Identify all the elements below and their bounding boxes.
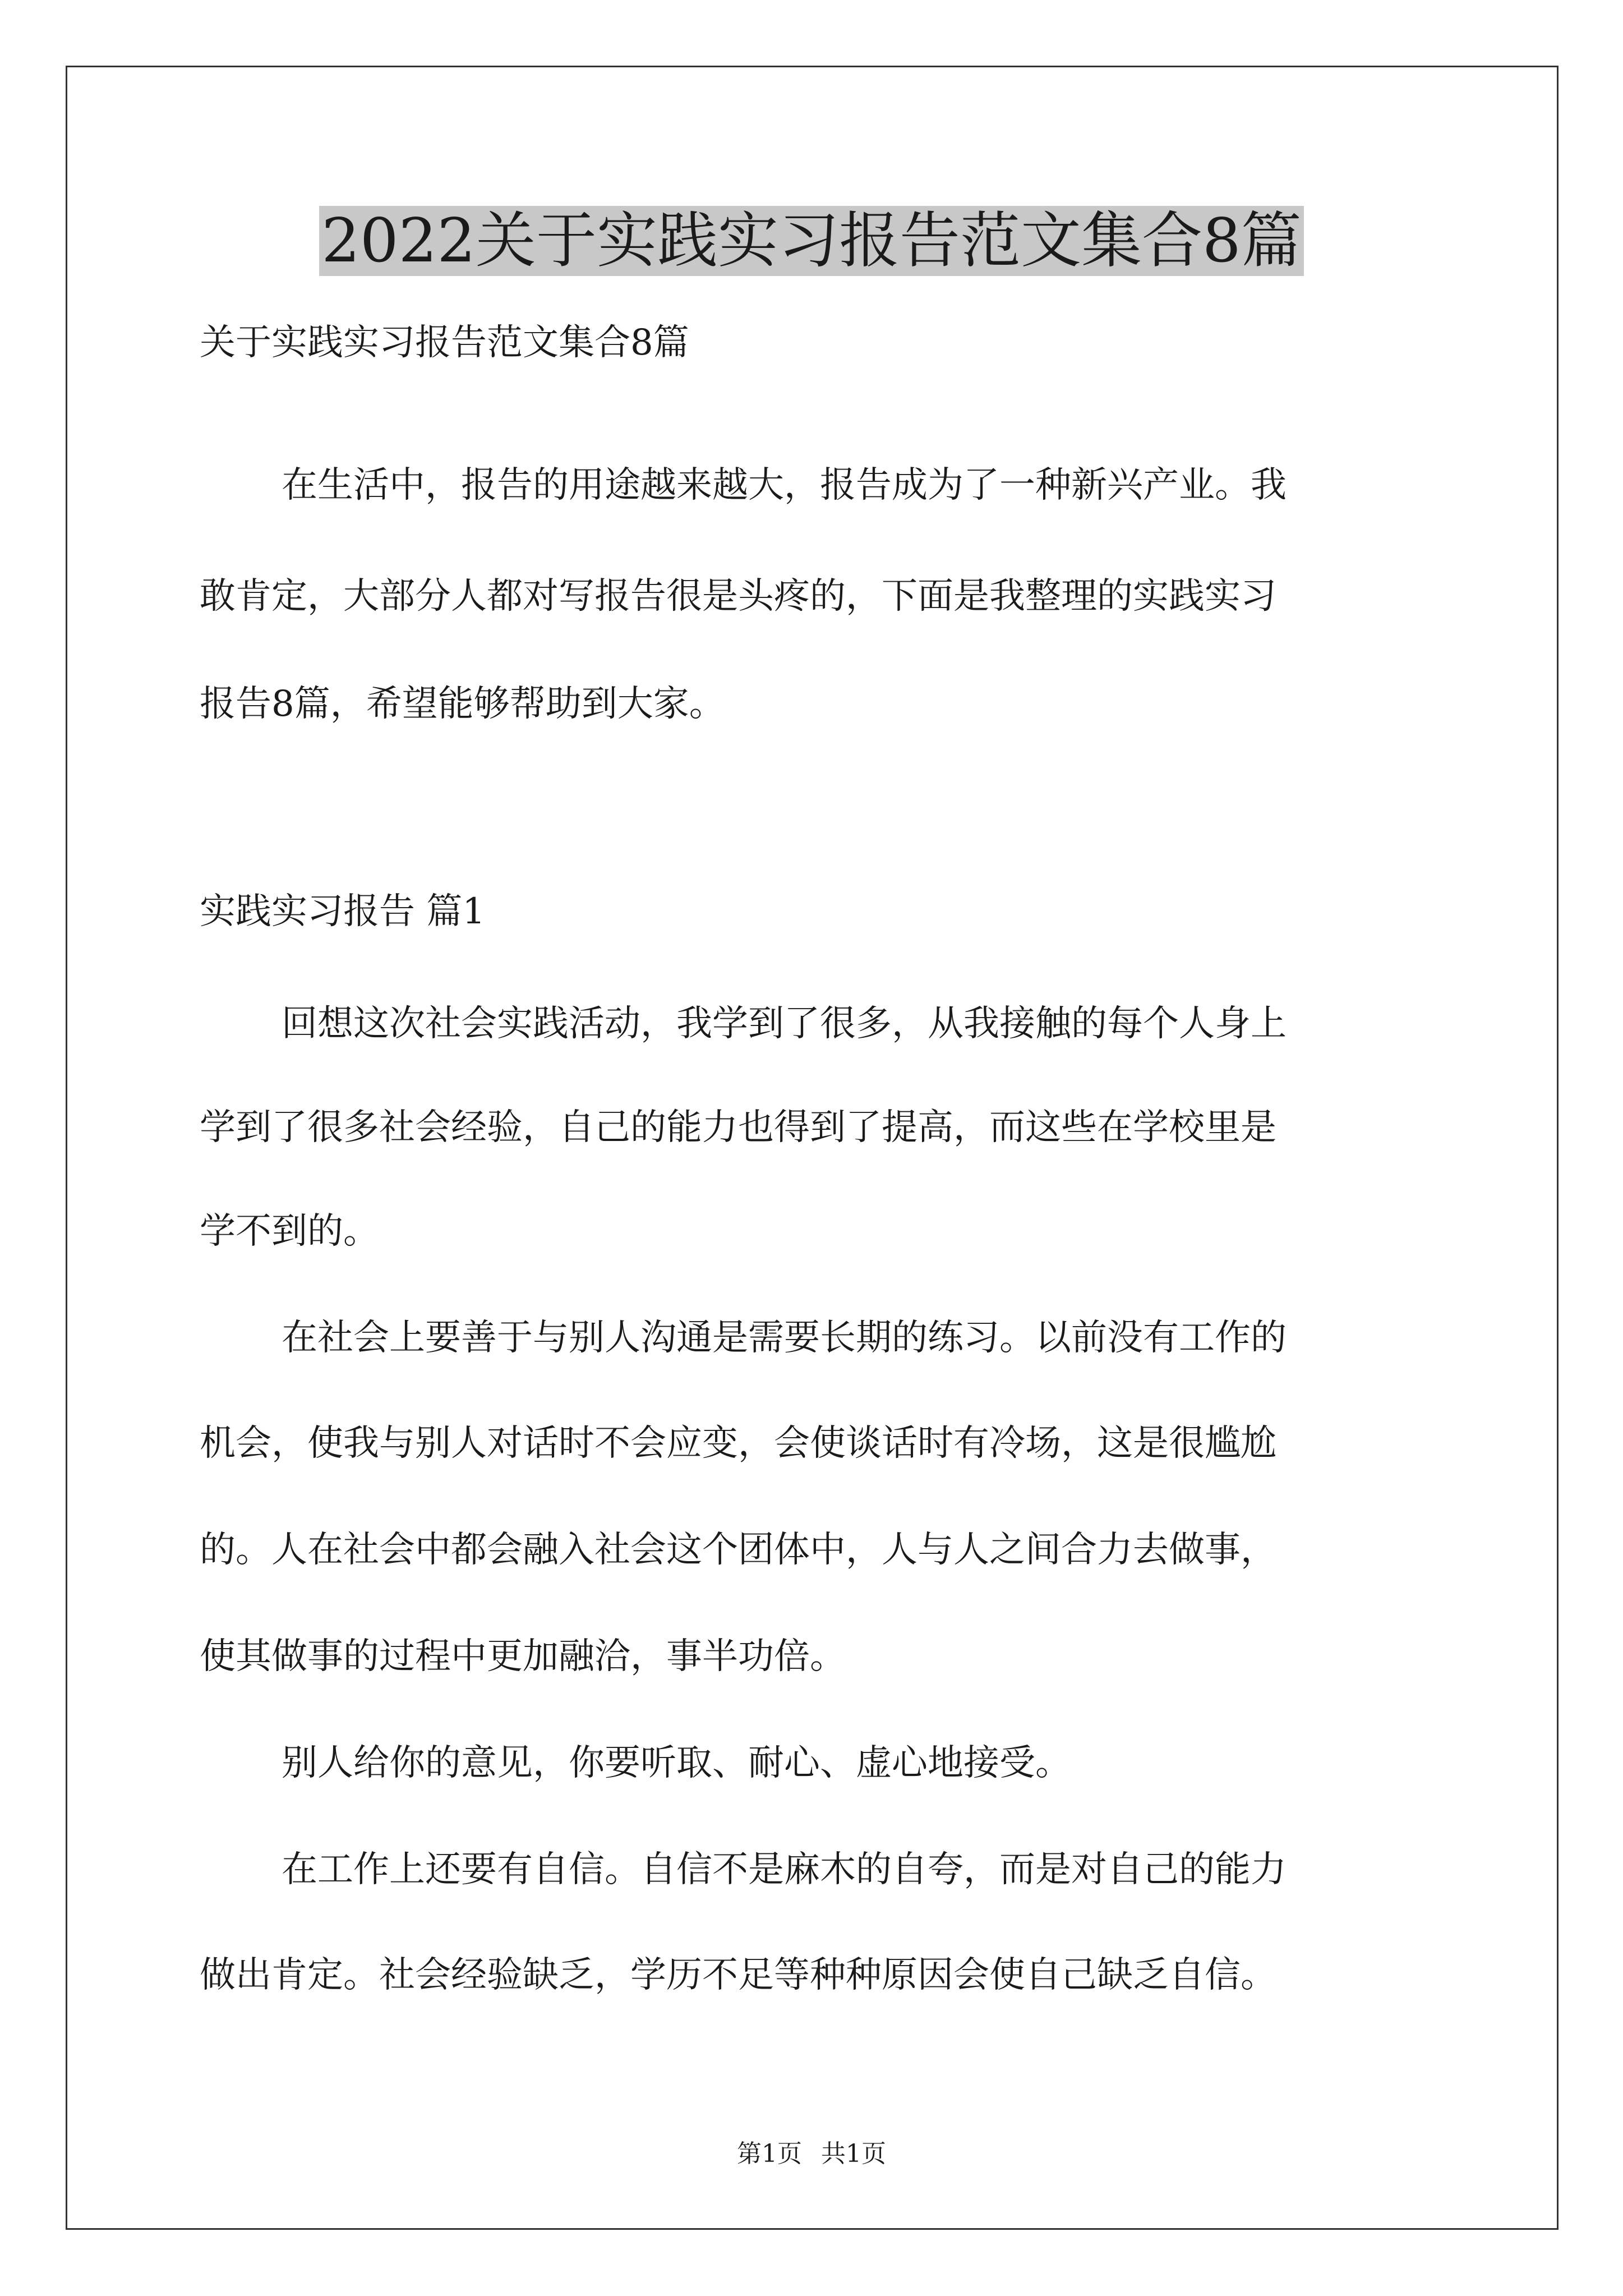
page-footer — [0, 2137, 1623, 2171]
subtitle-line: 关于实践实习报告范文集合8篇 — [200, 322, 689, 364]
page-number: 第1页 — [737, 2139, 802, 2168]
document-title — [0, 199, 1623, 283]
paragraph-line: 别人给你的意见，你要听取、耐心、虚心地接受。 — [282, 1742, 1071, 1784]
paragraph-line: 使其做事的过程中更加融洽，事半功倍。 — [200, 1636, 846, 1677]
paragraph-line: 学不到的。 — [200, 1211, 379, 1252]
intro-line-2: 敢肯定，大部分人都对写报告很是头疼的，下面是我整理的实践实习 — [200, 576, 1276, 617]
paragraph-line: 回想这次社会实践活动，我学到了很多，从我接触的每个人身上 — [282, 1003, 1287, 1045]
section-heading: 实践实习报告 篇1 — [200, 891, 486, 932]
paragraph-line: 机会，使我与别人对话时不会应变，会使谈话时有冷场，这是很尴尬 — [200, 1423, 1276, 1464]
paragraph-line: 在工作上还要有自信。自信不是麻木的自夸，而是对自己的能力 — [282, 1849, 1287, 1890]
intro-line-3: 报告8篇，希望能够帮助到大家。 — [200, 683, 725, 725]
paragraph-line: 在社会上要善于与别人沟通是需要长期的练习。以前没有工作的 — [282, 1317, 1287, 1359]
title-text: 2022关于实践实习报告范文集合8篇 — [319, 206, 1304, 276]
paragraph-line: 做出肯定。社会经验缺乏，学历不足等种种原因会使自己缺乏自信。 — [200, 1954, 1276, 1996]
paragraph-line: 学到了很多社会经验，自己的能力也得到了提高，而这些在学校里是 — [200, 1107, 1276, 1148]
paragraph-line: 的。人在社会中都会融入社会这个团体中，人与人之间合力去做事， — [200, 1529, 1276, 1571]
intro-line-1: 在生活中，报告的用途越来越大，报告成为了一种新兴产业。我 — [282, 464, 1287, 506]
page-total: 共1页 — [821, 2139, 886, 2168]
